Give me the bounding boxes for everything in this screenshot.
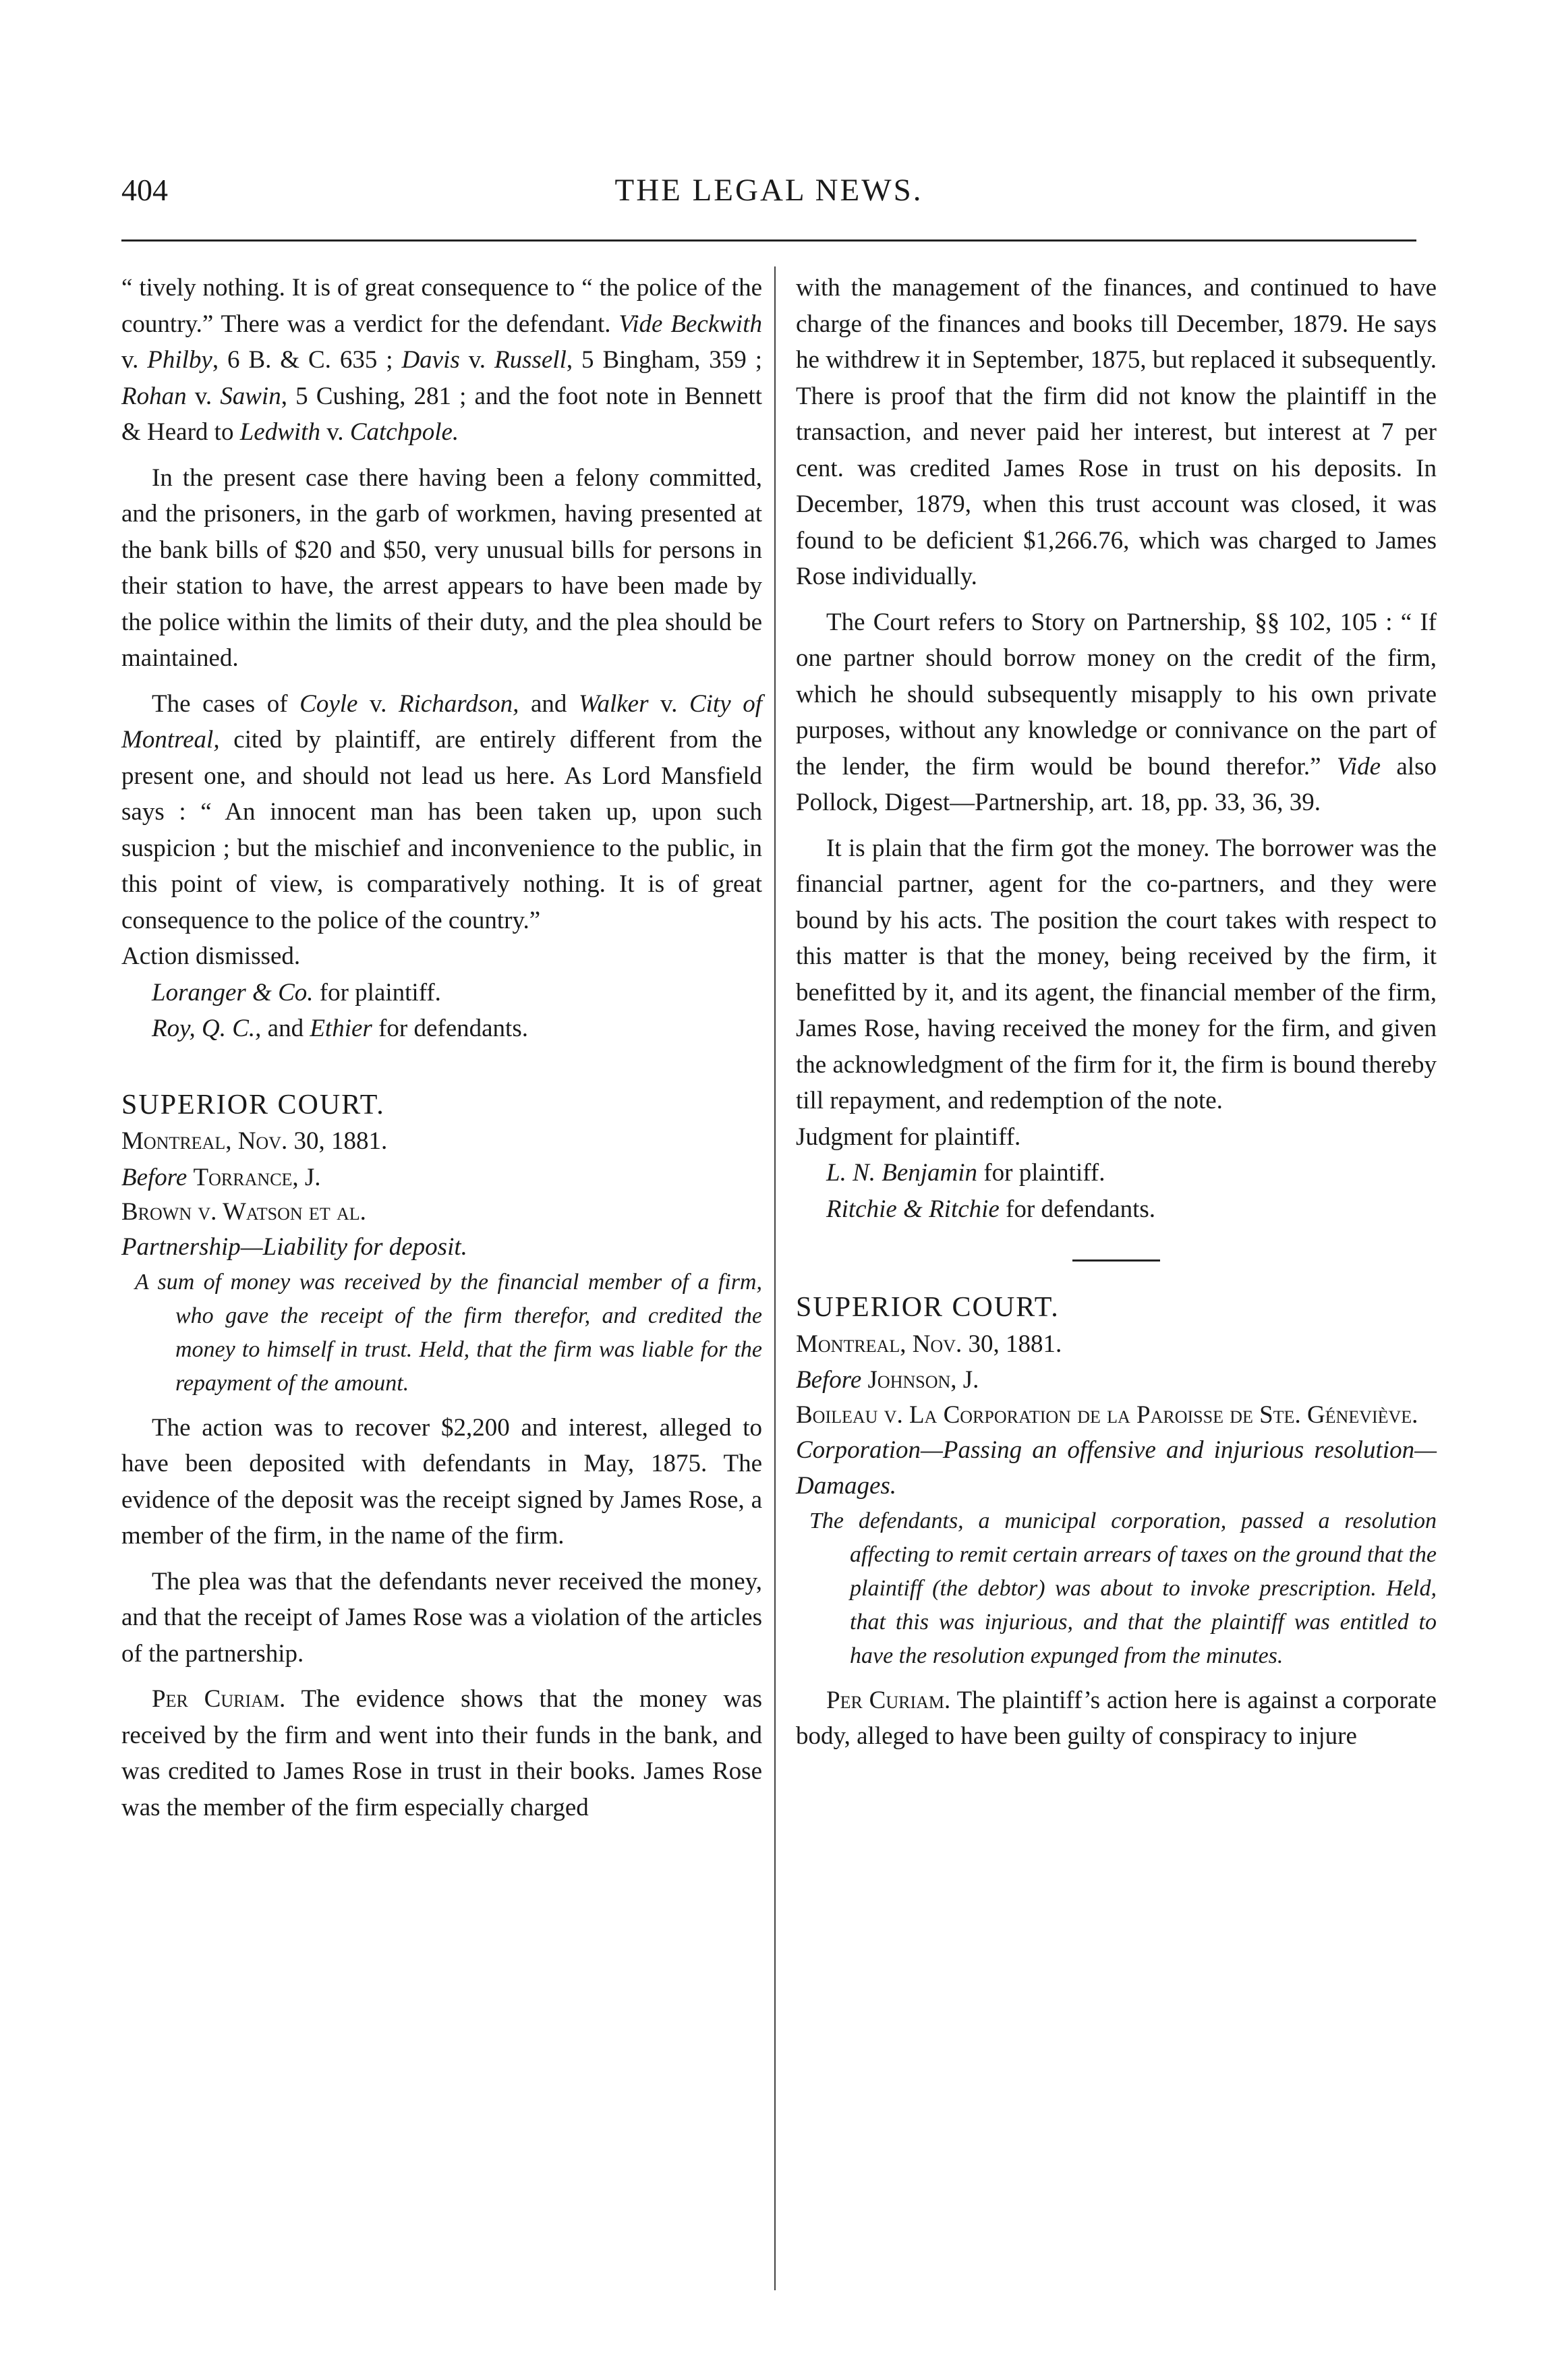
text-run: cited by plaintiff, are entirely different from the present one, and should not lead us here. As Lord Mansfield says : “ An innocent man has been taken up, upon such suspicion ; but the mischief and inconvenience to the public, in this point of view, is comparatively nothing. It is of great consequence to the police of the country.” bbox=[121, 726, 762, 934]
text-run: The cases of bbox=[152, 689, 300, 718]
case-parties: Brown v. Watson et al. bbox=[121, 1198, 366, 1226]
case-name: Sawin bbox=[220, 382, 281, 410]
dateline: Montreal, Nov. 30, 1881. bbox=[796, 1330, 1062, 1358]
case-name: Vide Beckwith bbox=[618, 310, 762, 338]
per-curiam-label: Per Curiam. bbox=[152, 1685, 286, 1713]
case-name: Rohan bbox=[121, 382, 187, 410]
judge-name: Torrance, J. bbox=[193, 1163, 321, 1191]
counsel-role: for defendants. bbox=[999, 1195, 1156, 1223]
running-title: THE LEGAL NEWS. bbox=[614, 173, 923, 208]
judge-line bbox=[121, 1160, 762, 1196]
left-column bbox=[121, 270, 762, 1825]
before-label: Before bbox=[121, 1163, 188, 1191]
text-run: also Pollock, Digest—Partnership, art. 18, pp. 33, 36, 39. bbox=[796, 752, 1437, 816]
counsel-line bbox=[796, 1155, 1437, 1191]
paragraph bbox=[121, 270, 762, 451]
verdict: Judgment for plaintiff. bbox=[796, 1123, 1021, 1151]
dateline: Montreal, Nov. 30, 1881. bbox=[121, 1127, 388, 1155]
case-parties: Boileau v. La Corporation de la Paroisse de Ste. Géneviève. bbox=[796, 1400, 1418, 1429]
case-name: Ledwith bbox=[239, 418, 320, 446]
judge-name: Johnson, J. bbox=[867, 1366, 979, 1394]
paragraph: The action was to recover $2,200 and interest, alleged to have been deposited with defendants in May, 1875. The evidence of the deposit was the receipt signed by James Rose, a member of the firm, in the name of the firm. bbox=[121, 1413, 762, 1550]
text-run: v. bbox=[357, 689, 399, 718]
text-run: The Court refers to Story on Partnership, §§ 102, 105 : “ If one partner should borrow money on the credit of the firm, which he should subsequently misapply to his own private purposes, without any knowledge or connivance on the part of the lender, the firm would be bound therefor.” bbox=[796, 608, 1437, 781]
text-run: , 5 Bingham, 359 ; bbox=[566, 346, 762, 374]
counsel-name: Ritchie & Ritchie bbox=[826, 1195, 1000, 1223]
paragraph bbox=[121, 1681, 762, 1825]
header-rule bbox=[121, 239, 1416, 242]
paragraph bbox=[796, 604, 1437, 821]
case-subject: Corporation—Passing an offensive and injurious resolution—Damages. bbox=[796, 1436, 1437, 1500]
court-heading: SUPERIOR COURT. bbox=[796, 1292, 1060, 1323]
counsel-name: L. N. Benjamin bbox=[826, 1159, 978, 1187]
paragraph bbox=[796, 1682, 1437, 1755]
headnote: The defendants, a municipal corporation, passed a resolution affecting to remit certain arrears of taxes on the ground that the plaintiff (the debtor) was about to invoke prescription. Held, that this was injurious, and that the plaintiff was entitled to have the resolution expunged from the minutes. bbox=[809, 1508, 1437, 1668]
text-run: v. bbox=[121, 346, 148, 374]
paragraph: with the management of the finances, and continued to have charge of the finances and books till December, 1879. He says he withdrew it in September, 1875, but replaced it subsequently. There is proof that the firm did not know the plaintiff in the transaction, and never paid her interest, but interest at 7 per cent. was credited James Rose in trust on his deposits. In December, 1879, when this trust account was closed, it was found to be deficient $1,266.76, which was charged to James Rose individually. bbox=[796, 274, 1437, 590]
counsel-role: for plaintiff. bbox=[977, 1159, 1105, 1187]
section-rule bbox=[1072, 1259, 1160, 1262]
counsel-name: Ethier bbox=[310, 1015, 372, 1042]
text-run: and bbox=[261, 1015, 310, 1042]
headnote: A sum of money was received by the financial member of a firm, who gave the receipt of the firm therefor, and credited the money to himself in trust. Held, that the firm was liable for the repayment of the amount. bbox=[135, 1269, 762, 1396]
text-run: v. bbox=[648, 689, 689, 718]
counsel-role: for defendants. bbox=[372, 1015, 528, 1042]
counsel-name: Roy, Q. C., bbox=[152, 1015, 262, 1042]
text-run: v. bbox=[459, 346, 494, 374]
paragraph: The plea was that the defendants never received the money, and that the receipt of James Rose was a violation of the articles of the partnership. bbox=[121, 1567, 762, 1668]
right-column bbox=[796, 270, 1437, 1755]
judge-line bbox=[796, 1362, 1437, 1398]
text-run: v. bbox=[186, 382, 221, 410]
counsel-name: Loranger & Co. bbox=[152, 978, 314, 1007]
counsel-line bbox=[121, 1011, 762, 1047]
case-name: City of Montreal, bbox=[121, 689, 762, 754]
before-label: Before bbox=[796, 1366, 862, 1394]
page-header bbox=[121, 172, 1416, 213]
paragraph bbox=[121, 686, 762, 939]
case-name: Walker bbox=[579, 689, 649, 718]
text-run: The plaintiff’s action here is against a corporate body, alleged to have been guilty of conspiracy to injure bbox=[796, 1686, 1437, 1750]
text-run: , 6 B. & C. 635 ; bbox=[212, 346, 402, 374]
verdict: Action dismissed. bbox=[121, 942, 301, 970]
counsel-line bbox=[121, 975, 762, 1011]
case-subject: Partnership—Liability for deposit. bbox=[121, 1233, 467, 1261]
paragraph: In the present case there having been a felony committed, and the prisoners, in the garb of workmen, having presented at the bank bills of $20 and $50, very unusual bills for persons in their station to have, the arrest appears to have been made by the police within the limits of their duty, and the plea should be maintained. bbox=[121, 463, 762, 672]
text-run: , 5 Cushing, 281 ; and the foot note in Bennett & Heard to bbox=[121, 382, 762, 446]
text-run: “ tively nothing. It is of great consequence to “ the police of the country.” There was a verdict for the defendant. bbox=[121, 274, 762, 338]
page-number: 404 bbox=[121, 173, 168, 207]
text-run: v. bbox=[320, 418, 350, 446]
per-curiam-label: Per Curiam. bbox=[826, 1686, 951, 1714]
counsel-role: for plaintiff. bbox=[313, 978, 441, 1007]
court-heading: SUPERIOR COURT. bbox=[121, 1089, 385, 1121]
counsel-line bbox=[796, 1191, 1437, 1228]
case-name: Philby bbox=[147, 346, 212, 374]
column-divider bbox=[774, 266, 776, 2290]
case-name: Coyle bbox=[299, 689, 358, 718]
case-name: Russell bbox=[494, 346, 567, 374]
case-name: Catchpole. bbox=[349, 418, 459, 446]
case-name: Richardson, bbox=[398, 689, 519, 718]
paragraph: It is plain that the firm got the money. The borrower was the financial partner, agent for the co-partners, and they were bound by his acts. The position the court takes with respect to this matter is that the money, being received by the firm, it benefitted by it, and its agent, the financial member of the firm, James Rose, having received the money for the firm, and given the acknowledgment of the firm for it, the firm is bound thereby till repayment, and redemption of the note. bbox=[796, 834, 1437, 1114]
case-name: Davis bbox=[401, 346, 460, 374]
text-run: and bbox=[519, 689, 579, 718]
vide-label: Vide bbox=[1336, 752, 1381, 781]
text-run: The evidence shows that the money was received by the firm and went into their funds in the bank, and was credited to James Rose in trust in their books. James Rose was the member of the firm especially charged bbox=[121, 1685, 762, 1821]
